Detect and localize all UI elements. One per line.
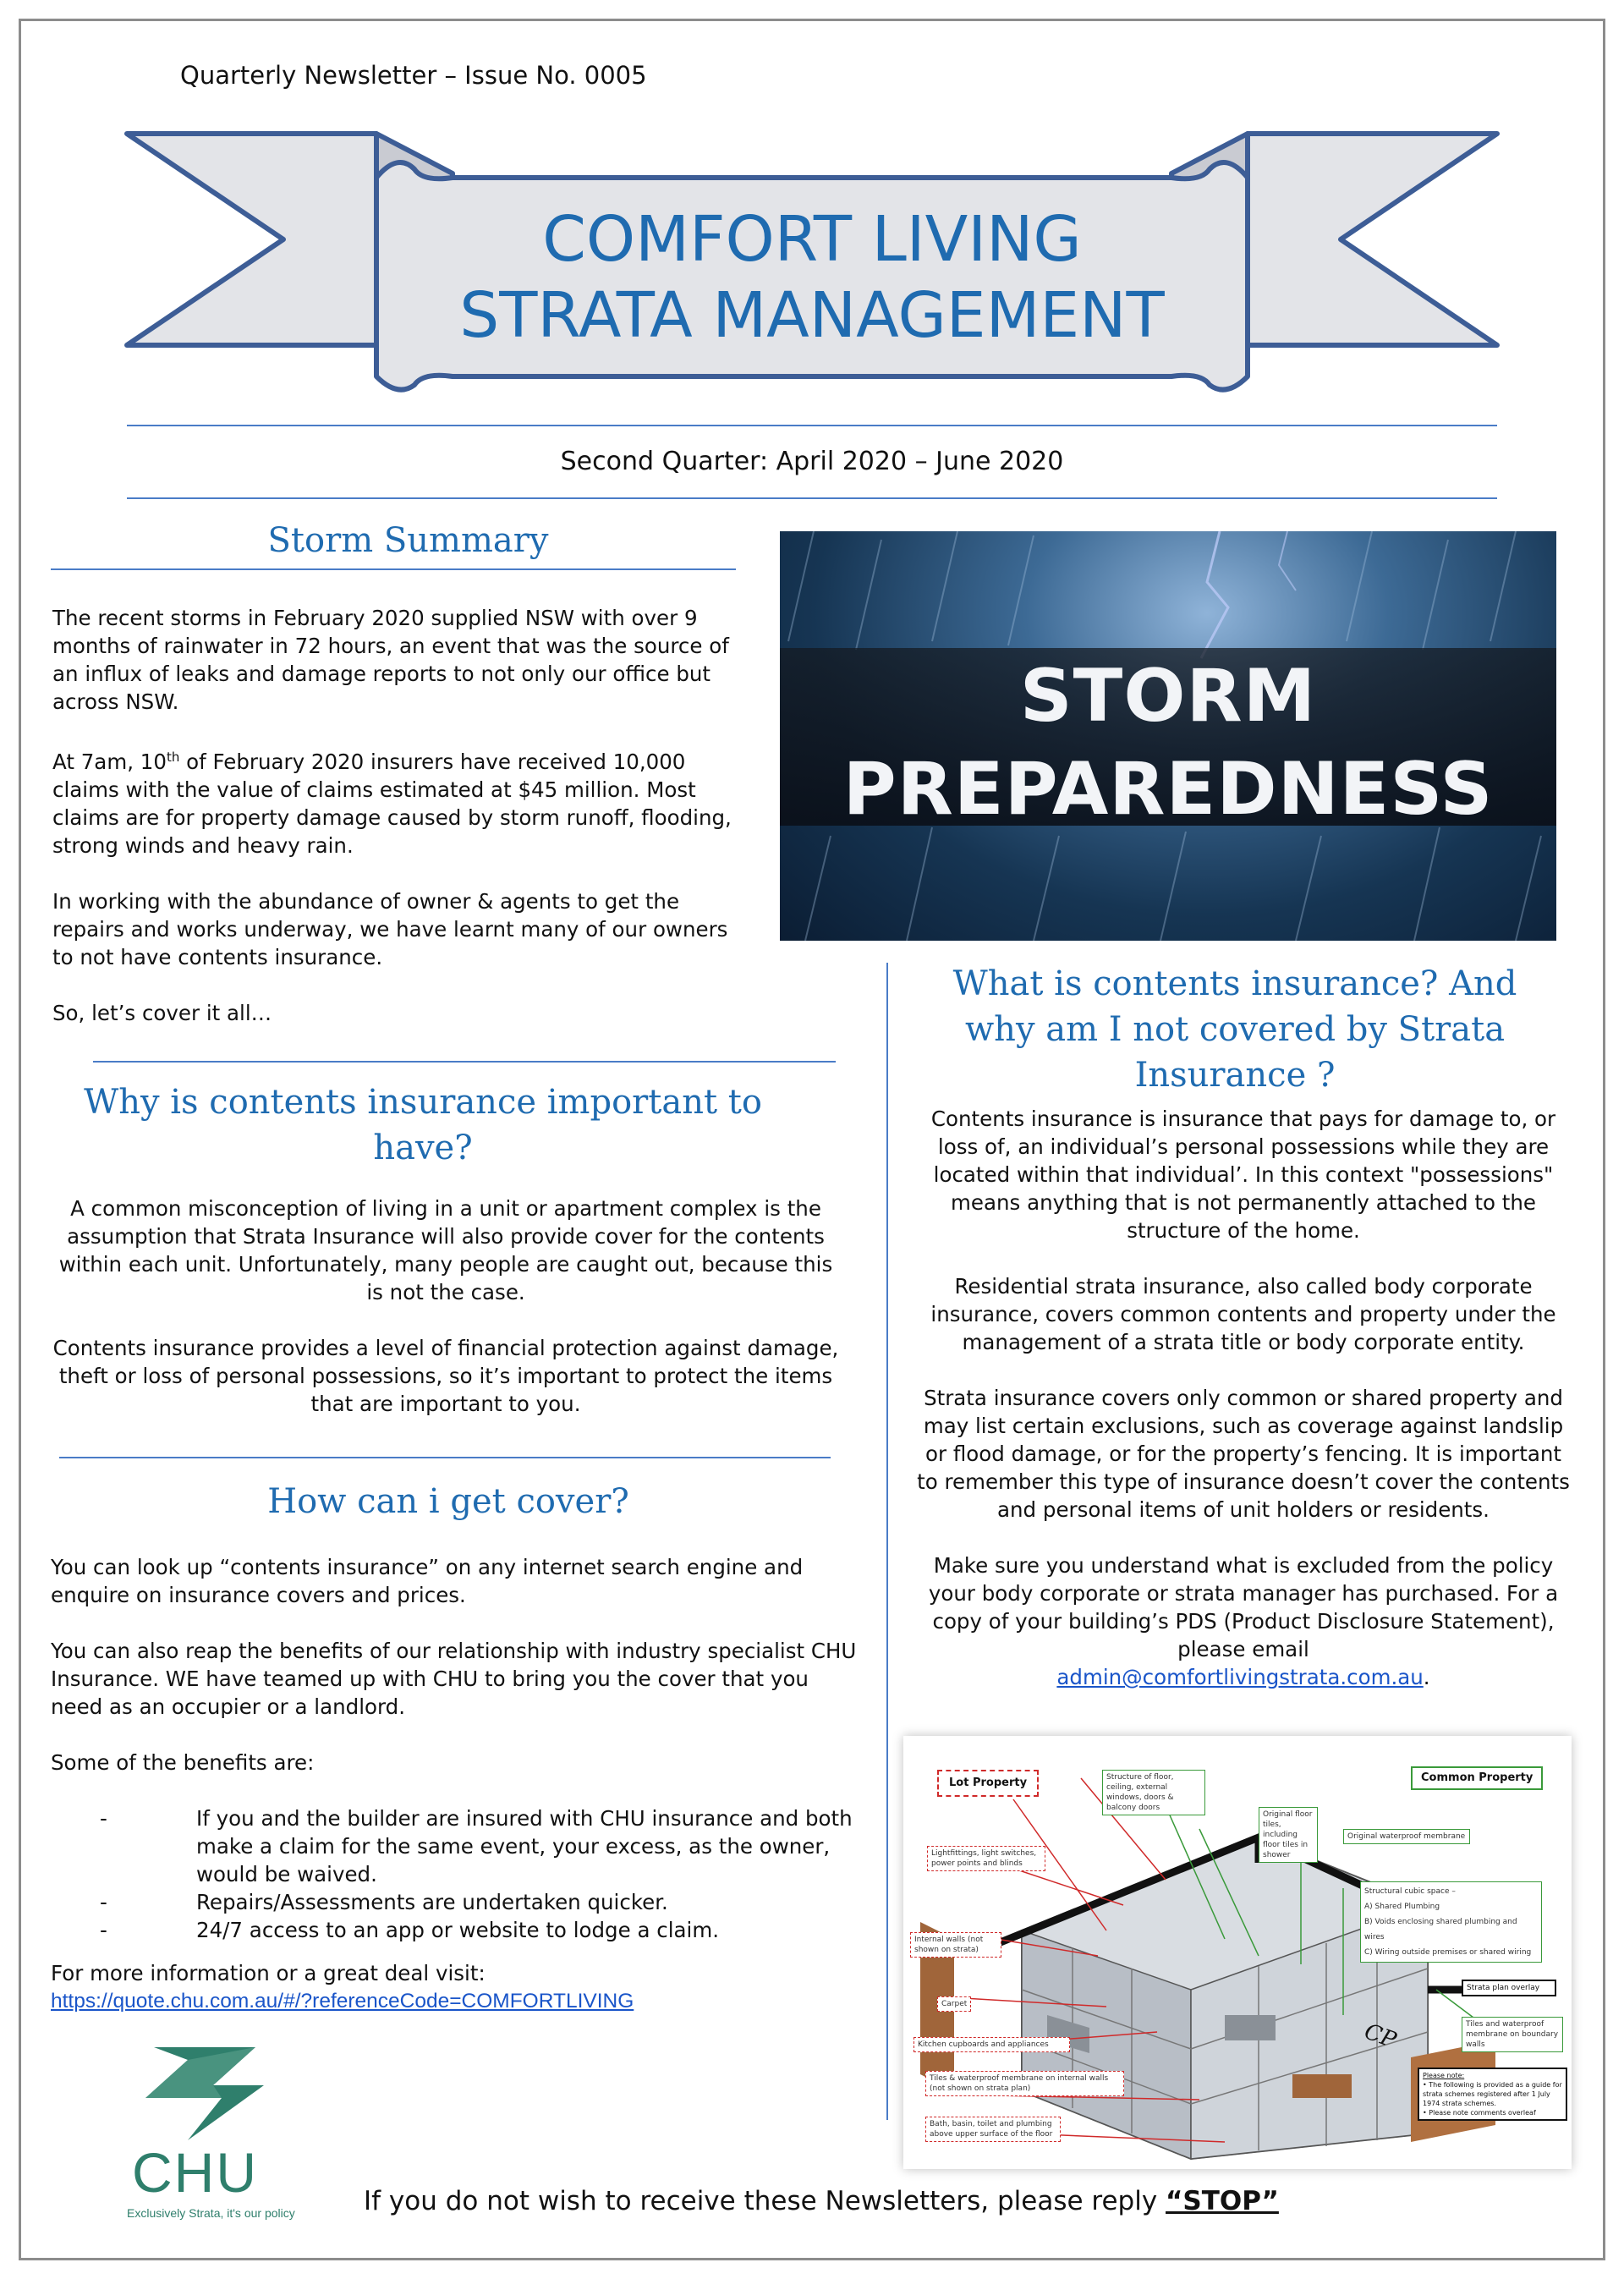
- note-item-2: • Please note comments overleaf: [1423, 2109, 1536, 2117]
- what-paragraph-3: Strata insurance covers only common or shared property and may list certain exclusions, such as coverage against landslip or flood damage, or for the property’s fencing. It is important to remember this type of insurance doesn’t cover the contents and personal items of unit holders or residents.: [917, 1386, 1570, 1522]
- chu-quote-link[interactable]: https://quote.chu.com.au/#/?referenceCode=COMFORTLIVING: [51, 1990, 634, 2013]
- cover-paragraph-1: You can look up “contents insurance” on any internet search engine and enquire on insurance covers and prices.: [51, 1555, 804, 1607]
- note-item-1: • The following is provided as a guide for strata schemes registered after 1 July 1974 strata schemes.: [1423, 2081, 1562, 2107]
- cover-paragraph-3: Some of the benefits are:: [51, 1750, 315, 1775]
- image-title-storm: STORM: [1019, 654, 1317, 739]
- tiles-boundary-label: Tiles and waterproof membrane on boundary walls: [1462, 2017, 1563, 2052]
- image-title-preparedness: PREPAREDNESS: [842, 747, 1494, 832]
- light-fittings-label: Lightfittings, light switches, power points and blinds: [927, 1846, 1045, 1871]
- chu-tagline: Exclusively Strata, it's our policy: [127, 2206, 295, 2220]
- internal-walls-label: Internal walls (not shown on strata): [910, 1932, 1001, 1958]
- storm-summary-body: [52, 604, 742, 1055]
- storm-paragraph-1: The recent storms in February 2020 supplied NSW with over 9 months of rainwater in 72 hours, an event that was the source of an influx of leaks and damage reports to not only our office but across NSW.: [52, 606, 729, 714]
- cover-heading-overline: [59, 1457, 831, 1458]
- storm-heading-underline: [51, 568, 736, 570]
- what-heading: What is contents insurance? And why am I not covered by Strata Insurance ?: [952, 964, 1517, 1095]
- what-paragraph-4: Make sure you understand what is excluded from the policy your body corporate or strata manager has purchased. For a copy of your building’s PDS (Product Disclosure Statement), please email admin@comfortlivingstrata.com.au.: [928, 1553, 1559, 1689]
- cubic-space-box: [1360, 1881, 1542, 1963]
- cubic-item-c: C) Wiring outside premises or shared wiring: [1364, 1948, 1532, 1957]
- carpet-label: Carpet: [937, 1996, 971, 2012]
- chu-swoosh-icon: [137, 2047, 272, 2140]
- bath-label: Bath, basin, toilet and plumbing above upper surface of the floor: [925, 2117, 1061, 2142]
- storm-preparedness-image: [780, 531, 1556, 941]
- what-paragraph-2: Residential strata insurance, also called body corporate insurance, covers common contents and property under the management of a strata title or body corporate entity.: [930, 1274, 1556, 1354]
- structure-label: Structure of floor, ceiling, external windows, doors & balcony doors: [1102, 1770, 1205, 1815]
- storm-paragraph-4: So, let’s cover it all…: [52, 1001, 272, 1026]
- unsubscribe-notice: If you do not wish to receive these Newsletters, please reply “STOP”: [364, 2186, 1279, 2216]
- lot-property-label: Lot Property: [937, 1770, 1039, 1797]
- strata-property-diagram: [903, 1736, 1572, 2169]
- storm-paragraph-2: At 7am, 10th of February 2020 insurers have received 10,000 claims with the value of claims estimated at $45 million. Most claims are for property damage caused by storm runoff, flooding, strong winds and heavy rain.: [52, 750, 732, 859]
- tiles-internal-label: Tiles & waterproof membrane on internal walls (not shown on strata plan): [925, 2071, 1124, 2096]
- divider-quarter: [127, 497, 1497, 499]
- benefit-item: - Repairs/Assessments are undertaken quicker.: [100, 1890, 668, 1914]
- cover-body: [51, 1553, 863, 2015]
- benefit-item: - 24/7 access to an app or website to lodge a claim.: [100, 1918, 720, 1942]
- cp-marker: CP: [1360, 2018, 1400, 2054]
- note-title: Please note:: [1423, 2072, 1465, 2079]
- common-property-label: Common Property: [1411, 1766, 1543, 1790]
- title-line-2: STRATA MANAGEMENT: [459, 279, 1165, 352]
- quarter-label: Second Quarter: April 2020 – June 2020: [560, 447, 1064, 476]
- cubic-item-a: A) Shared Plumbing: [1364, 1903, 1440, 1911]
- why-paragraph-1: A common misconception of living in a unit or apartment complex is the assumption that Strata Insurance will also provide cover for the contents within each unit. Unfortunately, many people are caught out, because this is not the case.: [58, 1196, 833, 1304]
- cover-heading: How can i get cover?: [267, 1482, 629, 1521]
- why-paragraph-2: Contents insurance provides a level of financial protection against damage, theft or loss of personal possessions, so it’s important to protect the items that are important to you.: [52, 1336, 839, 1416]
- note-box: [1418, 2068, 1567, 2121]
- why-body: [52, 1194, 839, 1446]
- waterproof-label: Original waterproof membrane: [1343, 1829, 1470, 1844]
- benefits-list: [51, 1804, 863, 1944]
- what-paragraph-1: Contents insurance is insurance that pays for damage to, or loss of, an individual’s personal possessions while they are located within that individual’. In this context "possessions" means anything that is not permanently attached to the structure of the home.: [930, 1107, 1556, 1243]
- divider-top: [127, 425, 1497, 426]
- title-line-1: COMFORT LIVING: [542, 203, 1082, 276]
- storm-summary-heading: Storm Summary: [267, 521, 549, 560]
- kitchen-label: Kitchen cupboards and appliances: [914, 2037, 1070, 2052]
- issue-label: Quarterly Newsletter – Issue No. 0005: [180, 61, 647, 90]
- column-divider: [886, 963, 888, 2120]
- benefit-item: - If you and the builder are insured with CHU insurance and both make a claim for the same event, your excess, as the owner, would be waived.: [100, 1806, 853, 1886]
- cover-paragraph-2: You can also reap the benefits of our relationship with industry specialist CHU Insurance. WE have teamed up with CHU to bring you the cover that you need as an occupier or a landlord.: [51, 1639, 857, 1719]
- cubic-title: Structural cubic space –: [1364, 1887, 1456, 1896]
- why-heading: Why is contents insurance important to have?: [84, 1083, 762, 1167]
- stop-keyword: “STOP”: [1166, 2186, 1279, 2216]
- chu-logo: [120, 2047, 315, 2225]
- strata-overlay-label: Strata plan overlay: [1462, 1980, 1556, 1996]
- why-heading-overline: [93, 1061, 836, 1063]
- more-info-text: For more information or a great deal visit:: [51, 1961, 486, 1985]
- chu-wordmark: CHU: [132, 2141, 258, 2204]
- floor-tiles-label: Original floor tiles, including floor tiles in shower: [1259, 1807, 1318, 1863]
- storm-paragraph-3: In working with the abundance of owner & agents to get the repairs and works underway, we have learnt many of our owners to not have contents insurance.: [52, 889, 728, 970]
- cubic-item-b: B) Voids enclosing shared plumbing and wires: [1364, 1918, 1517, 1941]
- title-banner: [118, 118, 1506, 406]
- what-body: [914, 1105, 1573, 1719]
- admin-email-link[interactable]: admin@comfortlivingstrata.com.au: [1056, 1665, 1424, 1689]
